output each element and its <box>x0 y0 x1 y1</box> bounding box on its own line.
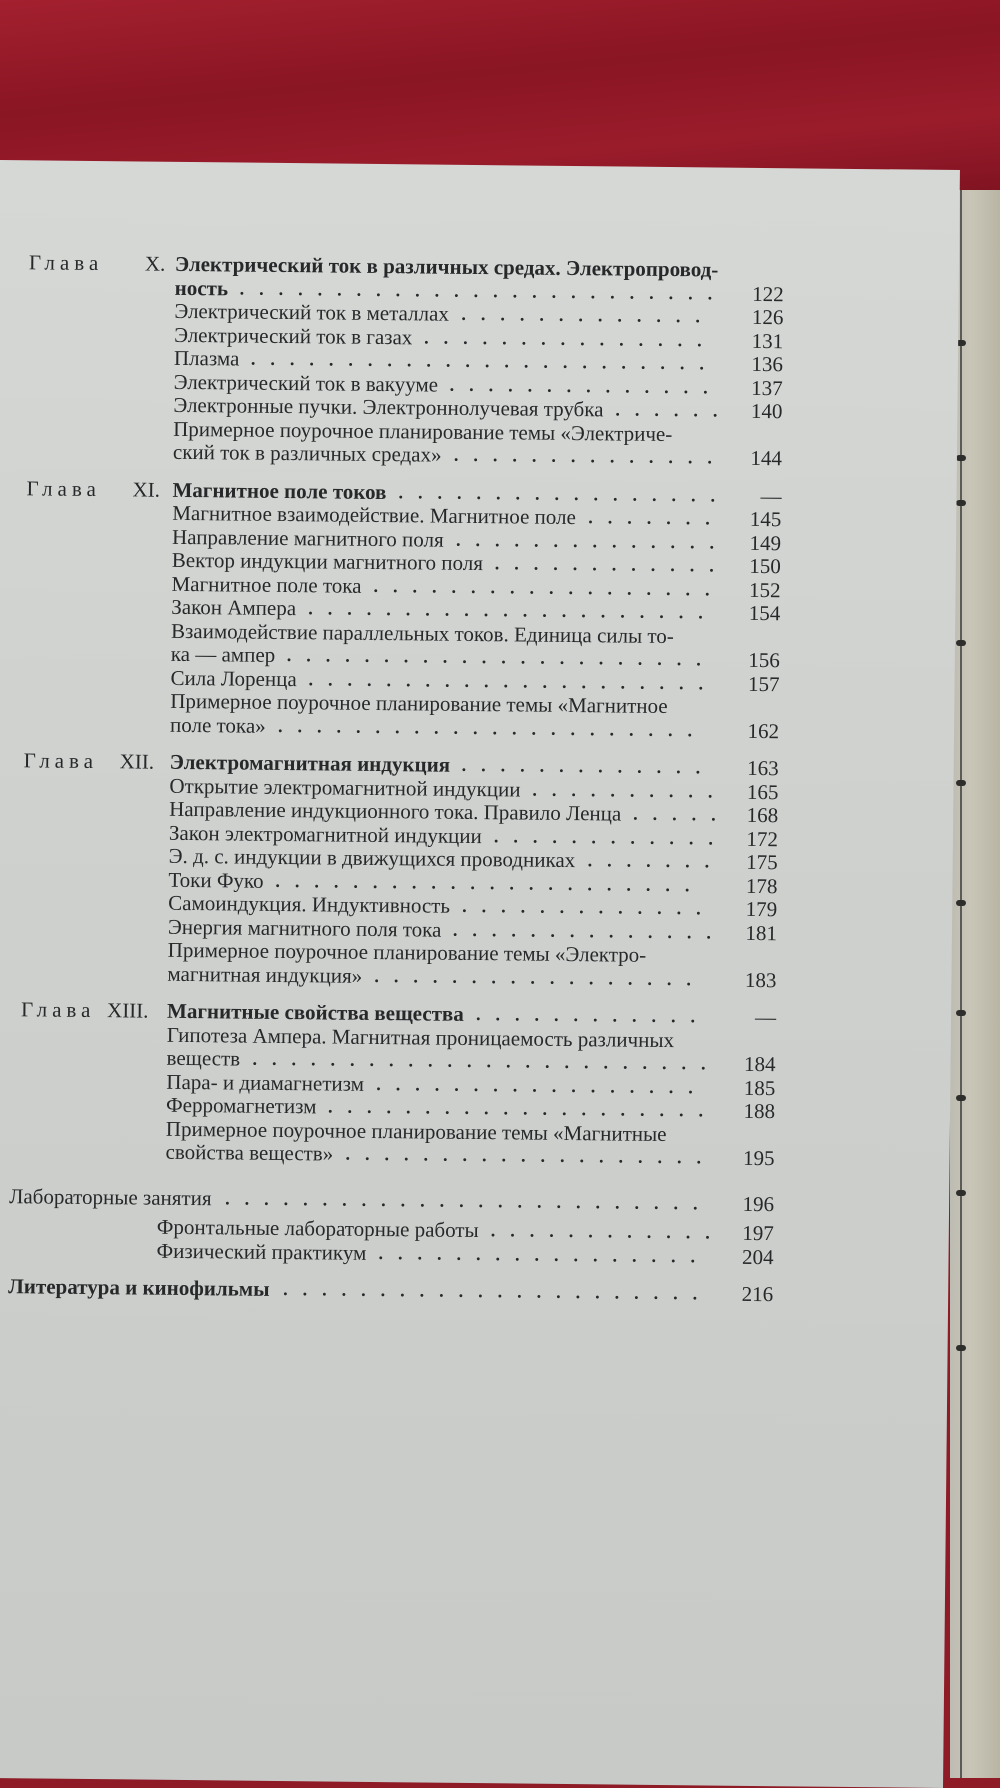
binding-stitch <box>956 640 966 646</box>
labs-page-number: 196 <box>742 1191 775 1216</box>
dot-leader: ............. <box>462 895 716 919</box>
dot-leader: ...................... <box>286 645 716 670</box>
toc-entry: веществ <box>166 1045 241 1071</box>
literature-page-number: 216 <box>741 1281 774 1307</box>
toc-entry: Примерное поурочное планирование темы «Электриче- <box>173 416 673 446</box>
entry-page-number: 188 <box>743 1098 776 1124</box>
chapter-page-number: 163 <box>747 755 779 781</box>
entry-page-number: 168 <box>746 802 779 828</box>
dot-leader: ................... <box>345 1143 717 1168</box>
chapter-page-number: — <box>754 1004 777 1030</box>
toc-entry: Направление индукционного тока. Правило Ленца <box>169 796 622 826</box>
entry-page-number: 185 <box>743 1075 776 1100</box>
entry-page-number: 175 <box>746 849 778 875</box>
toc-entry: Плазма <box>173 345 240 371</box>
dot-leader: ................. <box>374 965 707 989</box>
dot-leader: ......................... <box>239 278 728 304</box>
binding-stitch <box>956 1190 966 1196</box>
chapter-label: Глава <box>23 748 99 774</box>
toc-entry: Самоиндукция. Индуктивность <box>168 890 451 918</box>
chapter-page-number: — <box>760 483 782 508</box>
dot-leader: .................... <box>328 1096 719 1121</box>
dot-leader: ............ <box>494 553 729 576</box>
toc-entry: Электронные пучки. Электроннолучевая трубка <box>173 392 604 422</box>
chapter-number: XI. <box>132 476 161 502</box>
binding-stitch <box>956 900 966 906</box>
binding-gutter <box>960 190 962 1778</box>
dot-leader: ..................... <box>308 598 718 623</box>
dot-leader: ................. <box>376 1073 708 1097</box>
toc-entry: Примерное поурочное планирование темы «Магнитные <box>165 1116 667 1146</box>
dot-leader: .............. <box>453 444 728 468</box>
dot-leader: ...... <box>615 399 733 421</box>
chapter-title: Магнитные свойства вещества <box>166 998 464 1026</box>
dot-leader: .............. <box>455 529 730 553</box>
toc-entry: поле тока» <box>169 712 266 738</box>
toc-entry: Магнитное взаимодействие. Магнитное поле <box>172 500 577 530</box>
dot-leader: ........................ <box>252 1048 721 1074</box>
toc-entry: Закон электромагнитной индукции <box>168 820 482 848</box>
entry-page-number: 204 <box>741 1244 774 1269</box>
entry-page-number: 195 <box>742 1145 775 1171</box>
chapter-label: Глава <box>20 997 96 1023</box>
entry-page-number: 197 <box>742 1220 774 1246</box>
toc-entry: Электрический ток в металлах <box>174 298 450 326</box>
labs-entry: Физический практикум <box>156 1238 367 1265</box>
toc-entry: Взаимодействие параллельных токов. Единица силы то- <box>170 618 674 648</box>
dot-leader: .............. <box>449 374 723 398</box>
toc-entry: магнитная индукция» <box>167 961 363 988</box>
table-of-contents <box>0 160 960 1788</box>
chapter-number: XIII. <box>106 998 149 1023</box>
toc-entry: ский ток в различных средах» <box>172 439 442 467</box>
toc-entry: Открытие электромагнитной индукции <box>169 773 521 801</box>
dot-leader: .......... <box>532 779 728 802</box>
entry-page-number: 165 <box>746 779 779 804</box>
toc-entry: свойства веществ» <box>165 1139 334 1166</box>
toc-entry: Пара- и диамагнетизм <box>166 1069 365 1096</box>
toc-entry: Вектор индукции магнитного поля <box>171 547 484 576</box>
chapter-title-continued: ность <box>174 275 229 300</box>
entry-page-number: 162 <box>747 718 780 743</box>
entry-page-number: 126 <box>751 304 784 330</box>
chapter-title: Магнитное поле токов <box>172 477 387 504</box>
entry-page-number: 172 <box>746 826 779 851</box>
chapter-label: Глава <box>28 250 104 276</box>
entry-page-number: 144 <box>750 445 783 471</box>
dot-leader: ........................ <box>250 348 720 374</box>
labs-entry: Фронтальные лабораторные работы <box>156 1214 479 1243</box>
entry-page-number: 149 <box>749 530 782 555</box>
binding-stitch <box>956 1010 966 1016</box>
book-page <box>0 160 960 1788</box>
chapter-title: Электрический ток в различных средах. Электропровод- <box>174 251 719 282</box>
toc-entry: Закон Ампера <box>171 594 297 621</box>
chapter-number: X. <box>144 251 166 276</box>
dot-leader: ...................... <box>277 715 708 740</box>
dot-leader: ......................... <box>225 1187 713 1214</box>
toc-entry: Магнитное поле тока <box>171 571 362 598</box>
toc-entry: Примерное поурочное планирование темы «Электро- <box>167 937 647 967</box>
entry-page-number: 183 <box>744 967 777 992</box>
entry-page-number: 152 <box>748 577 781 602</box>
dot-leader: ..................... <box>308 668 719 694</box>
chapter-number: XII. <box>119 749 155 774</box>
toc-entry: Электрический ток в вакууме <box>173 369 439 397</box>
entry-page-number: 140 <box>750 398 783 424</box>
dot-leader: ............... <box>424 326 717 351</box>
dot-leader: ....... <box>588 507 725 529</box>
entry-page-number: 154 <box>748 600 781 626</box>
dot-leader: ...................... <box>275 870 705 895</box>
toc-entry: Ферромагнетизм <box>165 1092 317 1119</box>
binding-stitch <box>956 1345 966 1351</box>
dot-leader: ................. <box>398 481 731 506</box>
page-edge <box>950 190 1000 1778</box>
toc-entry: Электрический ток в газах <box>174 322 413 349</box>
dot-leader: .............. <box>452 919 727 943</box>
dot-leader: ................. <box>378 1242 711 1266</box>
toc-entry: Сила Лоренца <box>170 665 297 691</box>
dot-leader: ............. <box>461 303 716 327</box>
entry-page-number: 178 <box>745 873 778 898</box>
dot-leader: ............. <box>461 754 716 778</box>
binding-stitch <box>956 500 966 506</box>
chapter-label: Глава <box>26 475 102 501</box>
toc-entry: Гипотеза Ампера. Магнитная проницаемость различных <box>166 1022 675 1052</box>
literature-title: Литература и кинофильмы <box>8 1274 270 1301</box>
toc-entry: Направление магнитного поля <box>171 524 444 552</box>
dot-leader: ............ <box>493 825 729 849</box>
dot-leader: ...................... <box>283 1279 713 1304</box>
dot-leader: ....... <box>587 850 725 872</box>
toc-entry: ка — ампер <box>170 641 276 667</box>
dot-leader: ..... <box>633 803 731 825</box>
entry-page-number: 150 <box>749 553 781 579</box>
labs-title: Лабораторные занятия <box>9 1183 212 1210</box>
entry-page-number: 156 <box>748 647 780 673</box>
dot-leader: ............ <box>490 1220 725 1243</box>
chapter-page-number: 122 <box>752 281 784 306</box>
dot-leader: .................. <box>373 575 725 600</box>
toc-entry: Энергия магнитного поля тока <box>167 914 442 942</box>
toc-entry: Э. д. с. индукции в движущихся проводниках <box>168 843 576 873</box>
toc-entry: Примерное поурочное планирование темы «Магнитное <box>170 688 668 719</box>
entry-page-number: 131 <box>751 328 784 353</box>
entry-page-number: 145 <box>749 506 782 532</box>
entry-page-number: 137 <box>751 375 783 400</box>
entry-page-number: 184 <box>743 1051 776 1077</box>
entry-page-number: 157 <box>747 671 780 696</box>
entry-page-number: 181 <box>745 920 778 945</box>
entry-page-number: 179 <box>745 896 778 922</box>
entry-page-number: 136 <box>751 351 784 377</box>
binding-stitch <box>956 455 966 461</box>
chapter-title: Электромагнитная индукция <box>169 749 451 777</box>
binding-stitch <box>956 1095 966 1101</box>
dot-leader: ............ <box>475 1004 711 1027</box>
toc-entry: Токи Фуко <box>168 867 264 893</box>
binding-stitch <box>956 780 966 786</box>
